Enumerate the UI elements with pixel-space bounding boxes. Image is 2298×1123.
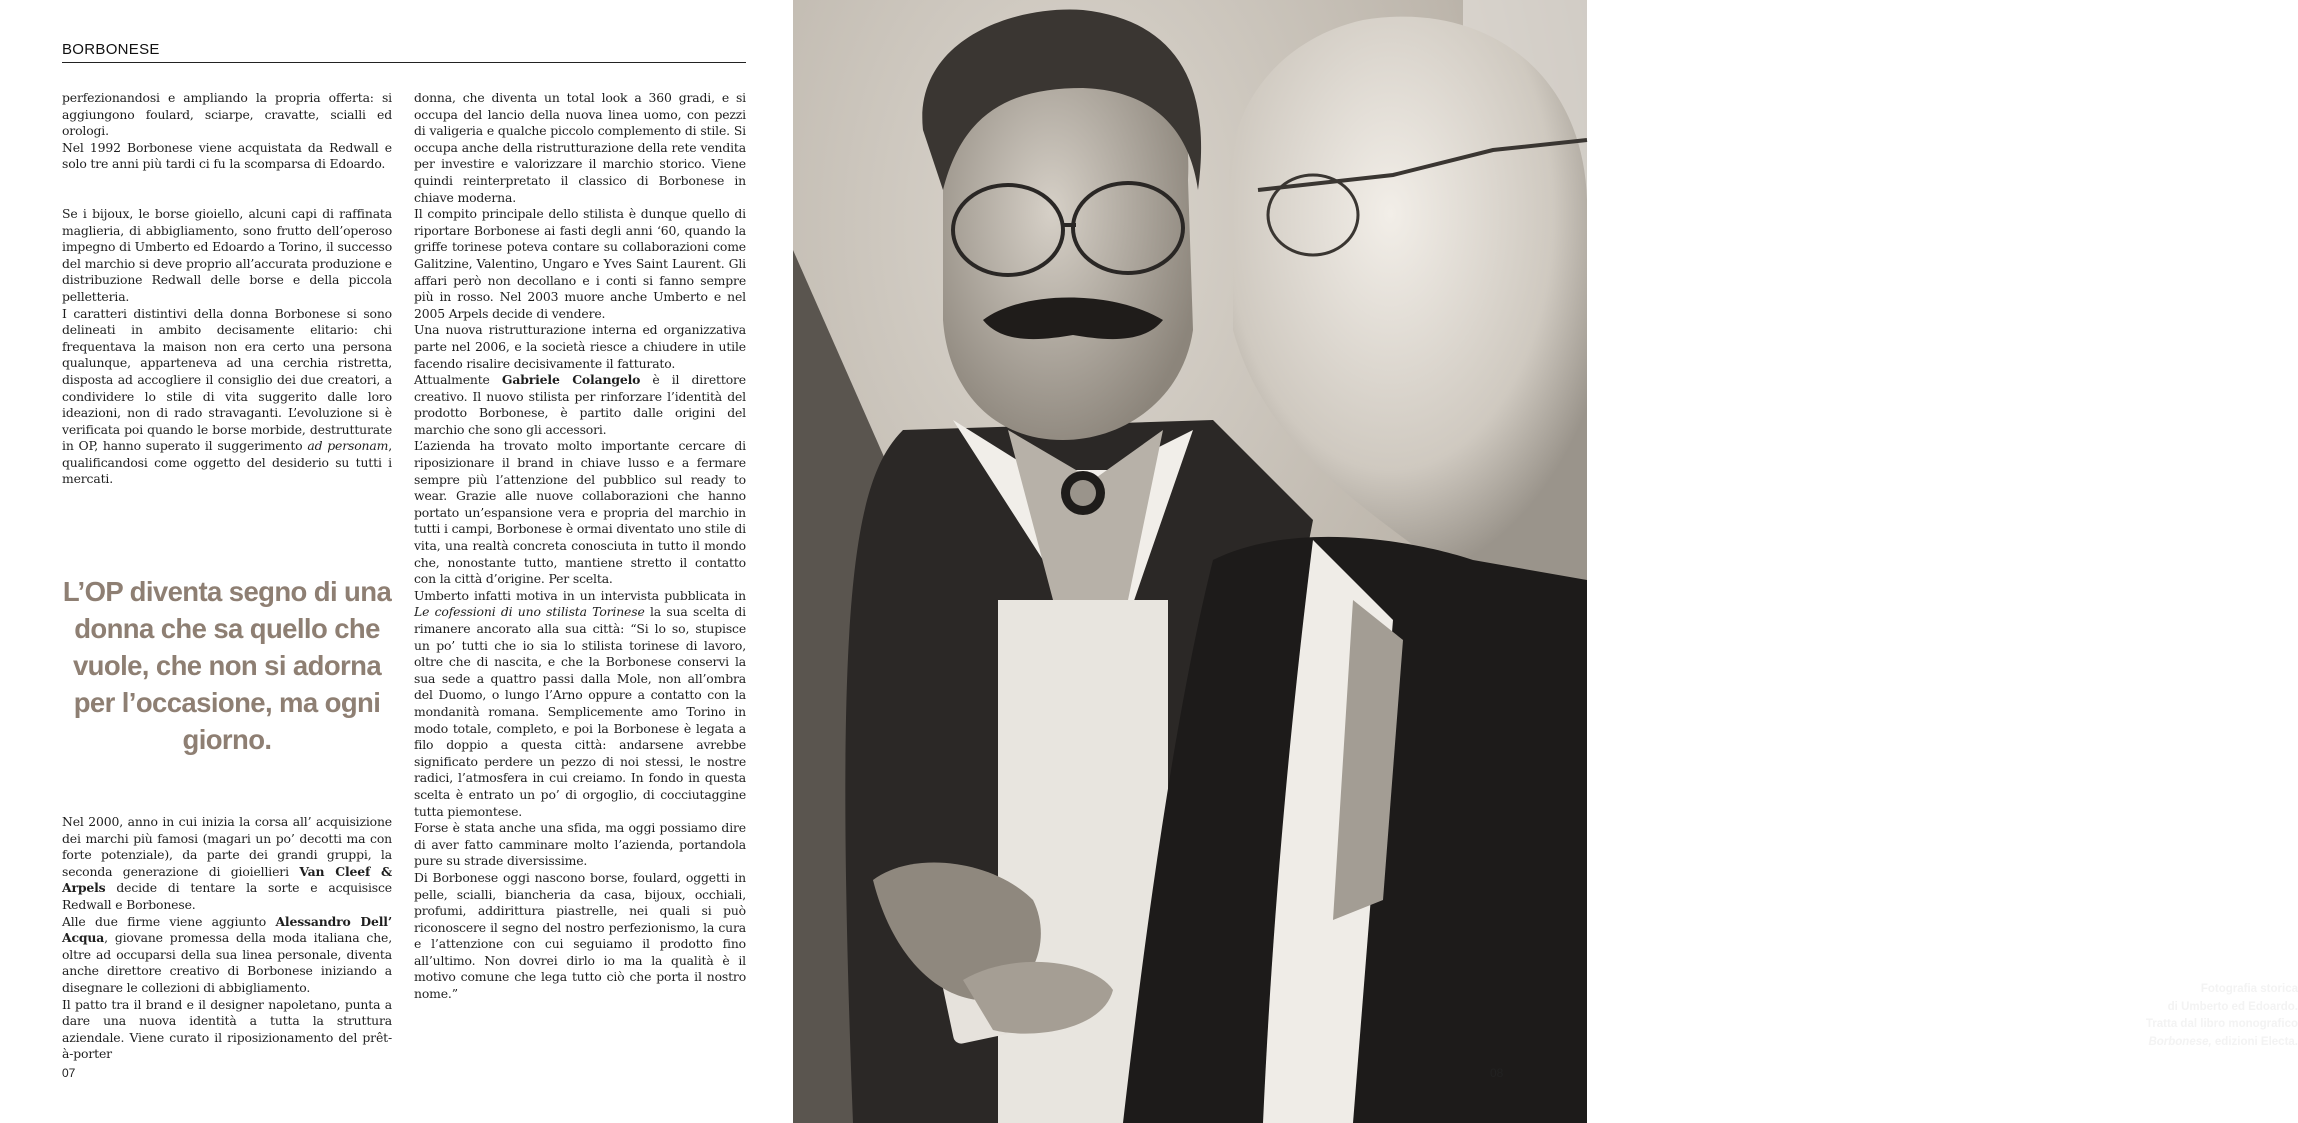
page-number-left: 07 xyxy=(62,1066,76,1080)
paragraph: L’azienda ha trovato molto importante cercare di riposizionare il brand in chiave lusso e a fermare sempre più l’attenzione del pubblico sul ready to wear. Grazie alle nuove collaborazioni che hanno portato un’espansione vera e propria del marchio in tutti i campi, Borbonese è ormai diventato uno stile di vita, una realtà concreta conosciuta in tutto il mondo che, nonostante tutto, mantiene stretto il contatto con la città d’origine. Per scelta. xyxy=(414,438,746,587)
bold-name: Alessandro Dell’ Acqua xyxy=(62,913,392,946)
section-title: BORBONESE xyxy=(62,41,160,58)
italic-term: ad personam xyxy=(307,438,389,454)
paragraph: perfezionandosi e ampliando la propria offerta: si aggiungono foulard, sciarpe, cravatte, scialli ed orologi. xyxy=(62,90,392,139)
left-column-top xyxy=(62,90,392,488)
paragraph: Attualmente Gabriele Colangelo è il direttore creativo. Il nuovo stilista per rinforzare l’identità del prodotto Borbonese, è partito dalle origini del marchio che sono gli accessori. xyxy=(414,372,746,437)
paragraph: Umberto infatti motiva in un intervista pubblicata in Le cofessioni di uno stilista Torinese la sua scelta di rimanere ancorato alla sua città: “Si lo so, stupisce un po’ tutti che io sia lo stilista torinese di lavoro, oltre che di nascita, e che la Borbonese conservi la sua sede a quattro passi dalla Mole, non all’ombra del Duomo, o lungo l’Arno oppure a contatto con la mondanità romana. Semplicemente amo Torino in modo totale, completo, e poi la Borbonese è legata a filo doppio a questa città: andarsene avrebbe significato perdere un pezzo di noi stessi, le nostre radici, l’atmosfera in cui creiamo. In fondo in questa scelta è entrato un po’ di orgoglio, di cocciutaggine tutta piemontese. xyxy=(414,587,746,819)
caption-line: Borbonese, edizioni Electa. xyxy=(2148,1035,2298,1048)
page-number-right: 08 xyxy=(1490,1066,1504,1080)
paragraph: Di Borbonese oggi nascono borse, foulard, oggetti in pelle, scialli, biancheria da casa, bijoux, occhiali, profumi, addirittura piastrelle, nei quali si può riconoscere il segno del nostro perfezionismo, la cura e l’attenzione con cui seguiamo il prodotto fino all’ultimo. Non dovrei dirlo io ma la qualità è il motivo comune che lega tutto ciò che porta il nostro nome.” xyxy=(414,869,746,1002)
caption-line: di Umberto ed Edoardo. xyxy=(2167,1000,2298,1013)
paragraph: Nel 1992 Borbonese viene acquistata da Redwall e solo tre anni più tardi ci fu la scomparsa di Edoardo. xyxy=(62,139,392,172)
header-divider xyxy=(62,62,746,63)
paragraph: Se i bijoux, le borse gioiello, alcuni capi di raffinata maglieria, di abbigliamento, sono frutto dell’operoso impegno di Umberto ed Edoardo a Torino, il successo del marchio si deve proprio all’accurata produzione e distribuzione Redwall delle borse e della piccola pelletteria. xyxy=(62,205,392,304)
paragraph: Il patto tra il brand e il designer napoletano, punta a dare una nuova identità a tutta la struttura aziendale. Viene curato il riposizionamento del prêt-à-porter xyxy=(62,996,392,1062)
paragraph: Una nuova ristrutturazione interna ed organizzativa parte nel 2006, e la società riesce a chiudere in utile facendo risalire decisivamente il fatturato. xyxy=(414,322,746,371)
paragraph: I caratteri distintivi della donna Borbonese si sono delineati in ambito decisamente elitario: chi frequentava la maison non era certo una persona qualunque, apparteneva ad una cerchia ristretta, disposta ad accogliere il consiglio dei due creatori, a condividere lo stile di vita suggerito dalle loro ideazioni, non di rado stravaganti. L’evoluzione si è verificata poi quando le borse morbide, destrutturate in OP, hanno superato il suggerimento ad personam, qualificandosi come oggetto del desiderio su tutti i mercati. xyxy=(62,305,392,487)
caption-line: Tratta dal libro monografico xyxy=(2145,1018,2298,1030)
photo-caption xyxy=(2083,981,2298,1051)
paragraph: Forse è stata anche una sfida, ma oggi possiamo dire di aver fatto camminare molto l’azienda, portandola pure su strade diversissime. xyxy=(414,820,746,869)
paragraph: donna, che diventa un total look a 360 gradi, e si occupa del lancio della nuova linea uomo, con pezzi di valigeria e qualche piccolo complemento di stile. Si occupa anche della ristrutturazione della rete vendita per investire e valorizzare il marchio storico. Viene quindi reinterpretato il classico di Borbonese in chiave moderna. xyxy=(414,90,746,205)
left-column-bottom xyxy=(62,814,392,1063)
photo-illustration xyxy=(793,0,1587,1123)
paragraph: Il compito principale dello stilista è dunque quello di riportare Borbonese ai fasti degli anni ‘60, quando la griffe torinese poteva contare su collaborazioni come Galitzine, Valentino, Ungaro e Yves Saint Laurent. Gli affari però non decollano e i conti si fanno sempre più in rosso. Nel 2003 muore anche Umberto e nel 2005 Arpels decide di vendere. xyxy=(414,206,746,321)
paragraph: Alle due firme viene aggiunto Alessandro Dell’ Acqua, giovane promessa della moda italiana che, oltre ad occuparsi della sua linea personale, diventa anche direttore creativo di Borbonese iniziando a disegnare le collezioni di abbigliamento. xyxy=(62,913,392,995)
bold-name: Gabriele Colangelo xyxy=(501,372,641,388)
pull-quote: L’OP diventa segno di una donna che sa quello che vuole, che non si adorna per l’occasione, ma ogni giorno. xyxy=(62,576,392,755)
paragraph: Nel 2000, anno in cui inizia la corsa all’ acquisizione dei marchi più famosi (magari un po’ decotti ma con forte potenziale), da parte dei grandi gruppi, la seconda generazione di gioiellieri Van Cleef & Arpels decide di tentare la sorte e acquisisce Redwall e Borbonese. xyxy=(62,814,392,912)
right-text-column xyxy=(414,90,746,1003)
italic-title: Le cofessioni di uno stilista Torinese xyxy=(414,604,645,620)
historical-photo xyxy=(793,0,2298,1123)
caption-line: Fotografia storica xyxy=(2200,983,2298,995)
bold-name: Van Cleef & Arpels xyxy=(62,863,392,896)
